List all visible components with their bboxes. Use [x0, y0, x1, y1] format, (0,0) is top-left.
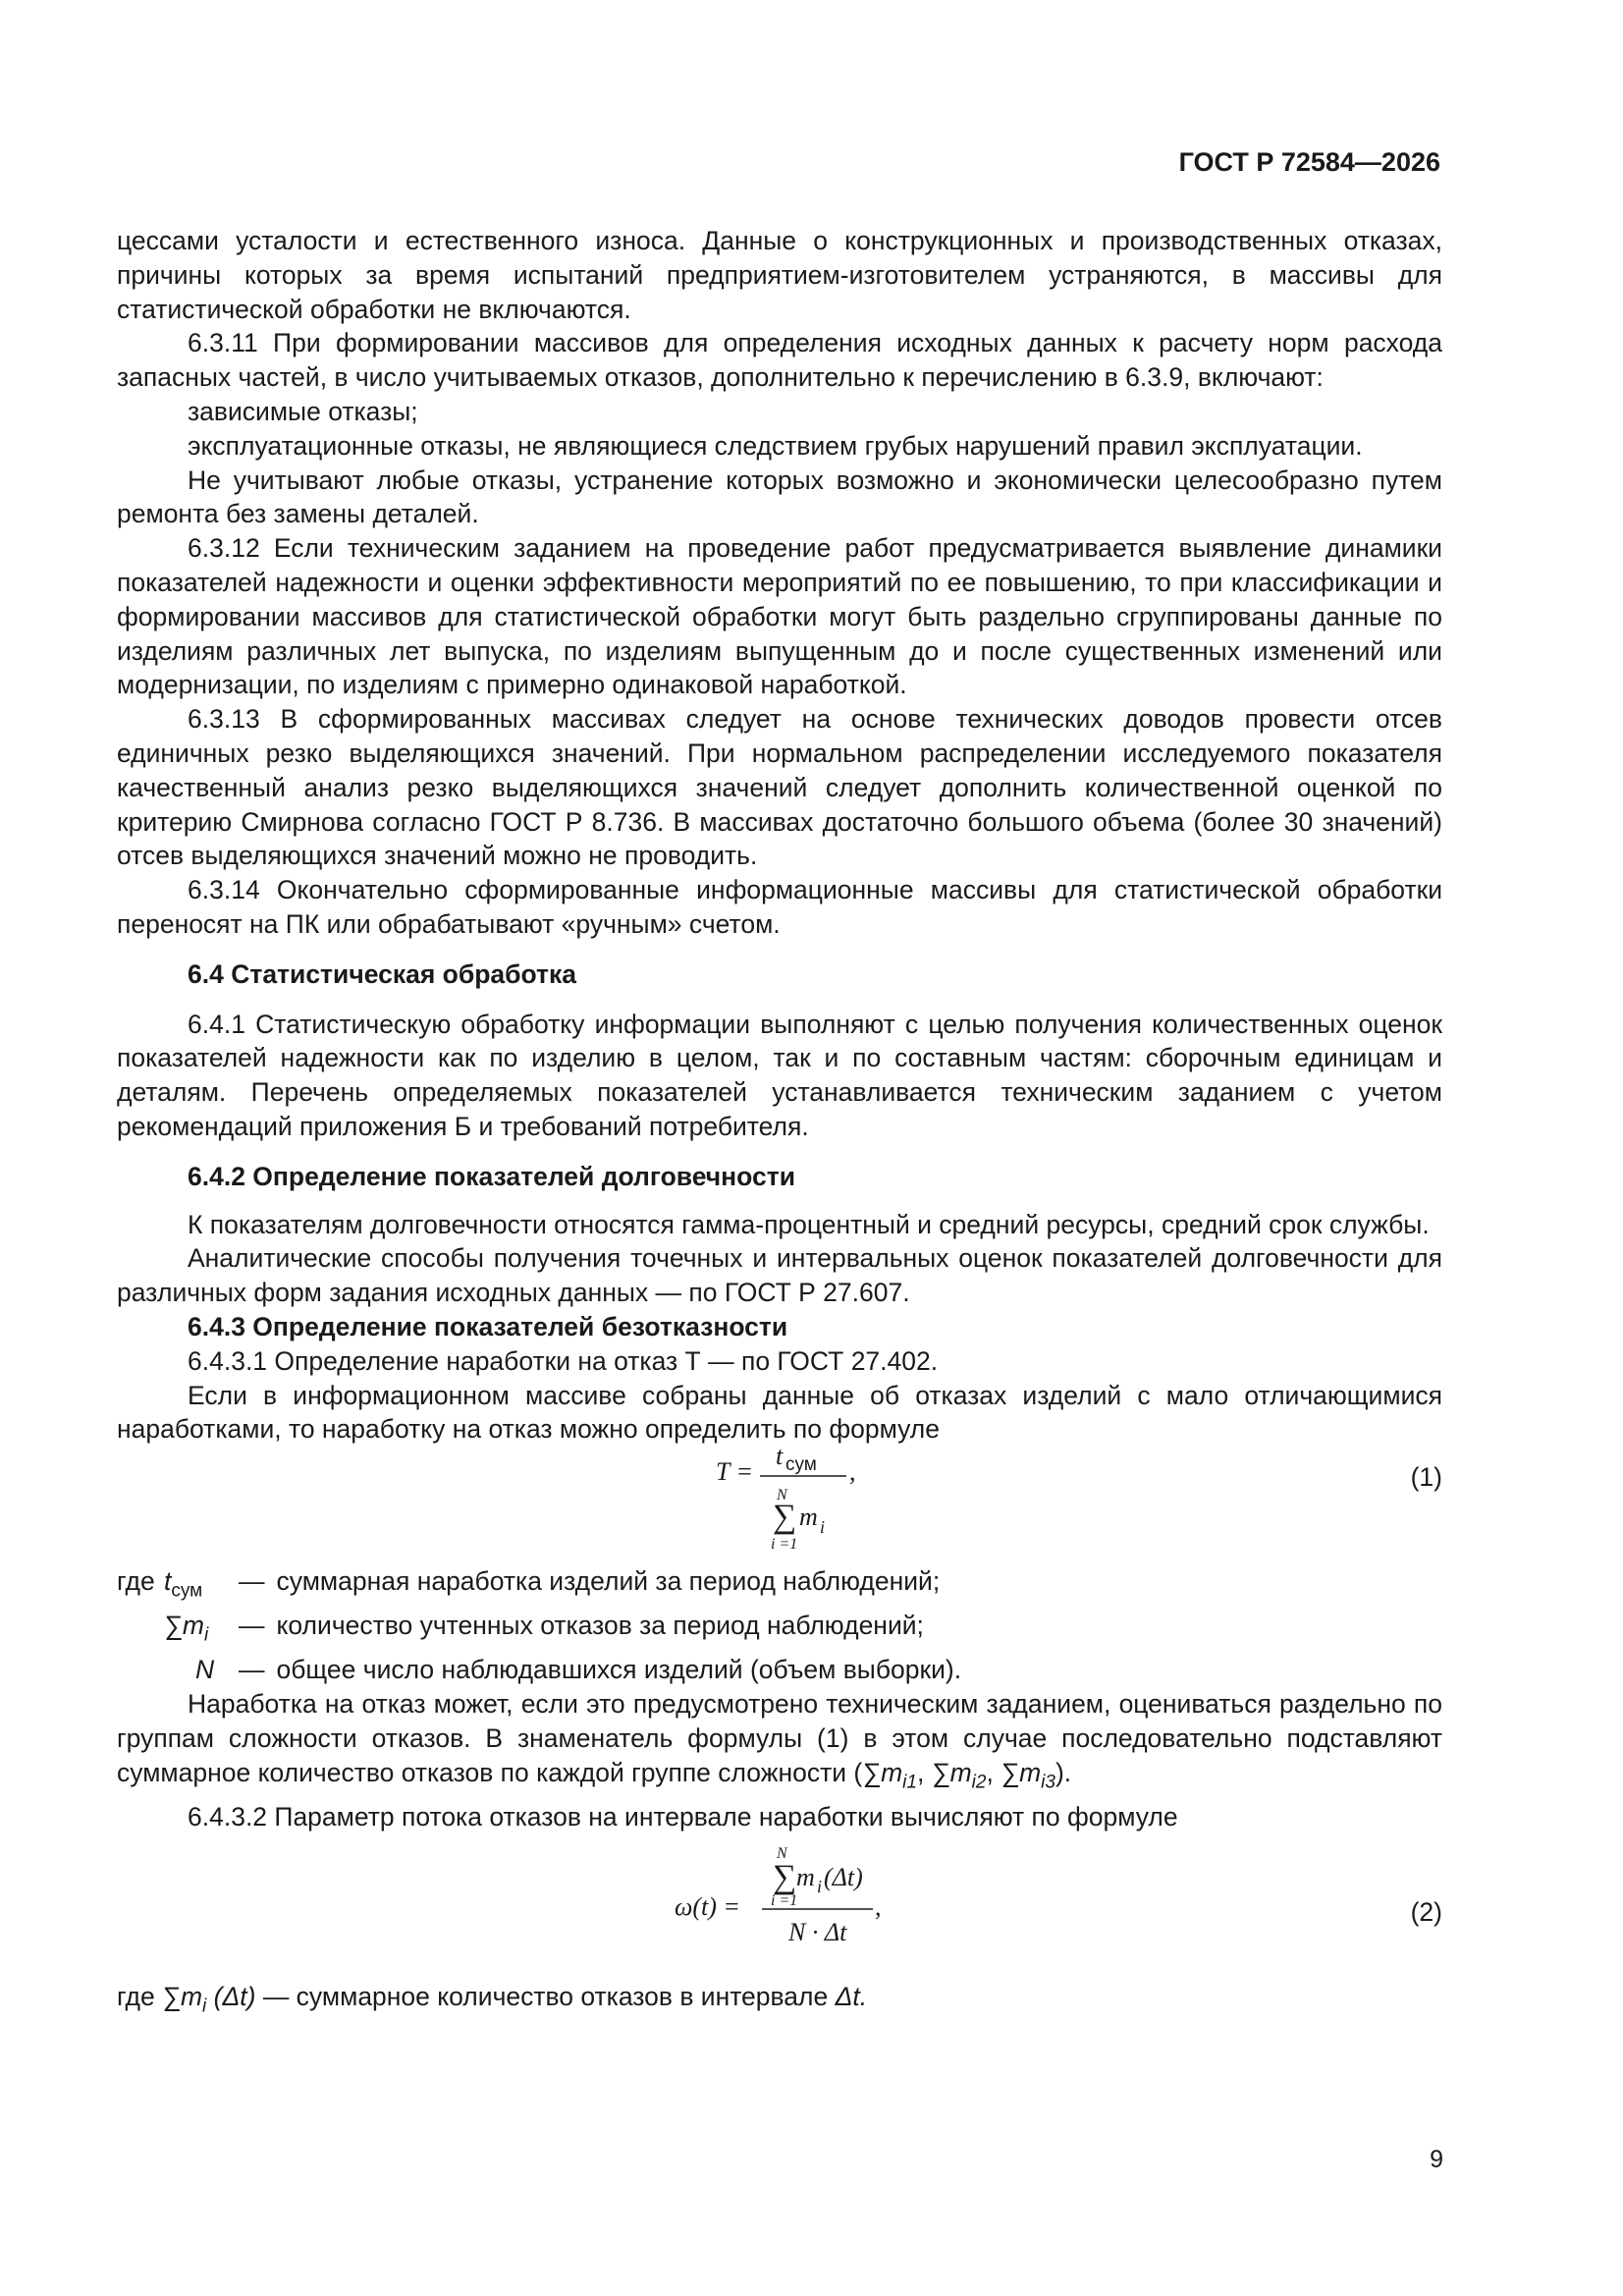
paragraph: Аналитические способы получения точечных и интервальных оценок показателей долговечности для различных форм задания исходных данных — по ГОСТ Р 27.607. [117, 1243, 1442, 1308]
formula-1-sum-upper: N [777, 1487, 787, 1504]
paragraph-6-3-12: 6.3.12 Если техническим заданием на проведение работ предусматривается выявление динамики показателей надежности и оценки эффективности мероприятий по ее повышению, то при классификации и формировании массивов для статистической обработки могут быть раздельно сгруппированы данные по изделиям различных лет выпуска, по изделиям выпущенным до и после существенных изменений или модернизации, по изделиям с примерно одинаковой наработкой. [117, 533, 1442, 700]
paragraph: Если в информационном массиве собраны данные об отказах изделий с мало отличающимися наработками, то наработку на отказ можно определить по формуле [117, 1380, 1442, 1445]
paragraph: К показателям долговечности относятся гамма-процентный и средний ресурсы, средний срок службы. [188, 1209, 1430, 1239]
section-heading-6-4-3: 6.4.3 Определение показателей безотказности [188, 1311, 788, 1341]
paragraph: Не учитывают любые отказы, устранение которых возможно и экономически целесообразно путем ремонта без замены деталей. [117, 465, 1442, 529]
formula-2-number: (2) [1410, 1896, 1442, 1927]
paragraph-6-3-11: 6.3.11 При формировании массивов для определения исходных данных к расчету норм расхода запасных частей, в число учитываемых отказов, дополнительно к перечислению в 6.3.9, включают: [117, 328, 1442, 393]
formula-2-lhs: ω(t) = [675, 1891, 740, 1921]
paragraph-6-4-3-1: 6.4.3.1 Определение наработки на отказ Т — по ГОСТ 27.402. [188, 1345, 939, 1376]
page-number: 9 [1430, 2146, 1443, 2173]
formula-1-legend [117, 1564, 1442, 1687]
body-text [117, 224, 1442, 2024]
legend-prefix: где [117, 1566, 155, 1597]
formula-2-graphic [117, 1838, 1442, 1966]
legend-text: суммарная наработка изделий за период наблюдений; [276, 1566, 941, 1597]
paragraph: Наработка на отказ может, если это предусмотрено техническим заданием, оцениваться раздельно по группам сложности отказов. В знаменатель формулы (1) в этом случае последовательно подставляют суммарное количество отказов по каждой группе сложности ($\sum m_{i1}$, $\sum m_{i2}$, $\sum m_{i3}$). [117, 1689, 1442, 1792]
formula-2 [117, 1838, 1442, 1966]
section-heading-6-4-2: 6.4.2 Определение показателей долговечности [188, 1161, 796, 1191]
formula-1-comma: , [849, 1457, 856, 1487]
formula-1-sum-lower: i =1 [771, 1536, 798, 1554]
legend-row [117, 1653, 1442, 1687]
paragraph-6-3-13: 6.3.13 В сформированных массивах следует на основе технических доводов провести отсев единичных резко выделяющихся значений. При нормальном распределении исследуемого показателя качественный анализ резко выделяющихся значений следует дополнить количественной оценкой по критерию Смирнова согласно ГОСТ Р 8.736. В массивах достаточно большого объема (более 30 значений) отсев выделяющихся значений можно не проводить. [117, 704, 1442, 871]
formula-1-denominator: m [799, 1503, 818, 1532]
legend-row [117, 1609, 1442, 1653]
legend-symbol: N [195, 1655, 215, 1685]
formula-1-denominator-sub: i [820, 1517, 826, 1538]
formula-2-comma: , [875, 1891, 882, 1921]
legend-text: общее число наблюдавшихся изделий (объем выборки). [276, 1655, 962, 1685]
formula-2-numerator-sub: i [817, 1876, 823, 1896]
formula-1-number: (1) [1410, 1462, 1442, 1493]
formula-1-numerator: t [776, 1447, 784, 1471]
formula-1-graphic [117, 1447, 1442, 1564]
formula-1-sum-symbol: ∑ [773, 1499, 797, 1536]
paragraph-6-4-1: 6.4.1 Статистическую обработку информации выполняют с целью получения количественных оценок показателей надежности как по изделию в целом, так и по составным частям: сборочным единицам и деталям. Перечень определяемых показателей устанавливается техническим заданием с учетом рекомендаций приложения Б и требований потребителя. [117, 1009, 1442, 1141]
paragraph-6-3-14: 6.3.14 Окончательно сформированные информационные массивы для статистической обработки переносят на ПК или обрабатывают «ручным» счетом. [117, 875, 1442, 939]
formula-2-sum-symbol: ∑ [773, 1858, 797, 1895]
formula-2-numerator-arg: (Δt) [824, 1862, 863, 1891]
document-code: ГОСТ Р 72584—2026 [1178, 147, 1440, 177]
list-item: эксплуатационные отказы, не являющиеся следствием грубых нарушений правил эксплуатации. [188, 430, 1363, 461]
formula-2-sum-lower: i =1 [771, 1891, 798, 1909]
formula-2-legend: где $\sum m_i$ (Δt) — суммарное количество отказов в интервале Δt. [117, 1981, 868, 2016]
formula-1 [117, 1447, 1442, 1564]
legend-dash: — [239, 1611, 265, 1641]
legend-dash: — [239, 1655, 265, 1685]
formula-1-lhs: T = [716, 1457, 754, 1487]
list-item: зависимые отказы; [188, 396, 418, 426]
legend-symbol: $\sum m_i$ [164, 1611, 209, 1646]
formula-1-numerator-sub: сум [785, 1454, 817, 1476]
paragraph-6-4-3-2: 6.4.3.2 Параметр потока отказов на интервале наработки вычисляют по формуле [188, 1801, 1178, 1831]
legend-text: количество учтенных отказов за период наблюдений; [276, 1611, 924, 1641]
legend-symbol: $t_{сум}$ [164, 1566, 203, 1602]
formula-2-denominator: N · Δt [788, 1917, 847, 1946]
legend-row [117, 1564, 1442, 1609]
legend-dash: — [239, 1566, 265, 1597]
paragraph: цессами усталости и естественного износа. Данные о конструкционных и производственных отказах, причины которых за время испытаний предприятием-изготовителем устраняются, в массивы для статистической обработки не включаются. [117, 226, 1442, 324]
section-heading-6-4: 6.4 Статистическая обработка [188, 958, 577, 989]
formula-2-sum-upper: N [777, 1844, 787, 1862]
formula-2-numerator: m [796, 1862, 815, 1891]
